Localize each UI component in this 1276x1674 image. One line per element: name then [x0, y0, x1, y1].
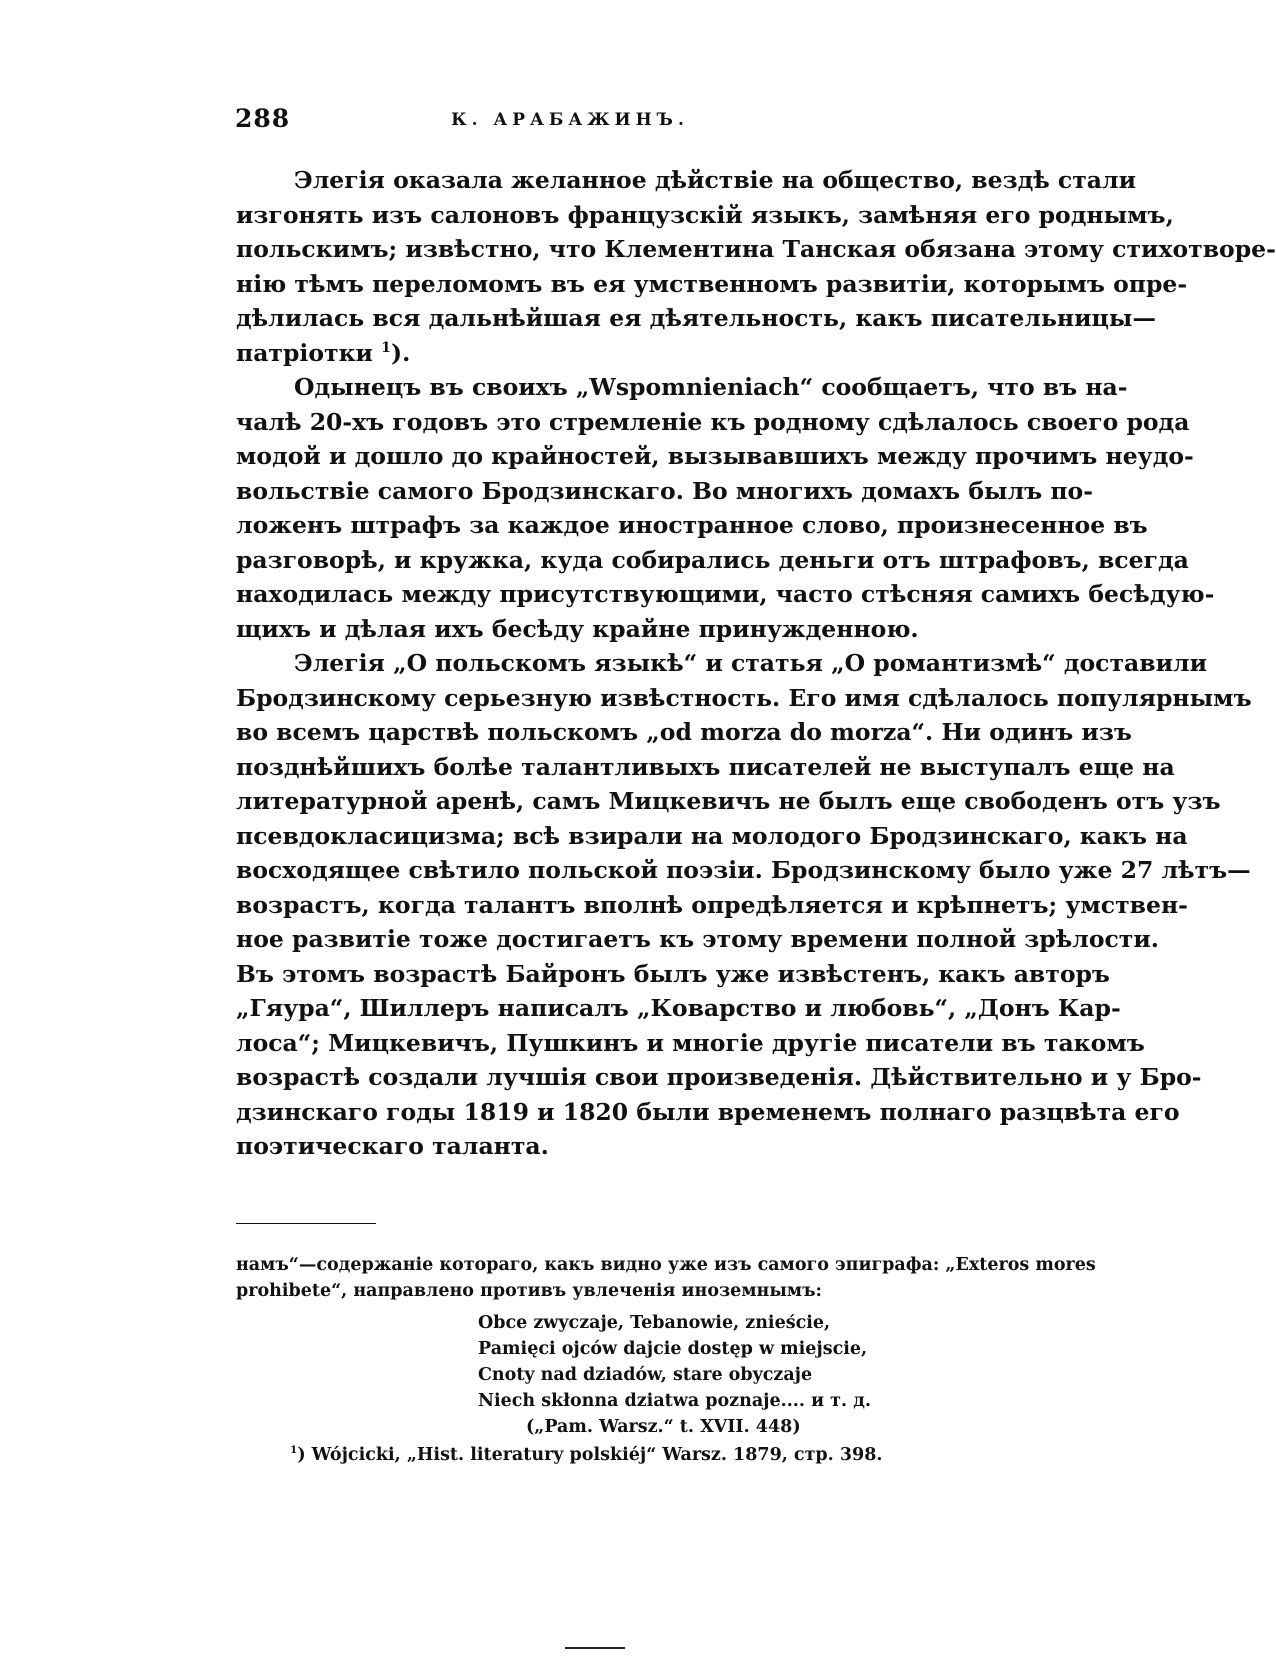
text-line: возрастъ, когда талантъ вполнѣ опредѣляется и крѣпнетъ; умствен- [236, 890, 1188, 919]
text-line: Одынецъ въ своихъ „Wspomnieniach“ сообщаетъ, что въ на- [294, 373, 1128, 401]
paragraph-2 [236, 370, 1215, 646]
text-line: щихъ и дѣлая ихъ бесѣду крайне принужденною. [236, 614, 919, 643]
running-title: К. АРАБАЖИНЪ. [451, 110, 689, 130]
page-number: 288 [235, 104, 291, 133]
text-fragment: патріотки [236, 338, 373, 367]
footnote-text: ) Wójcicki, „Hist. literatury polskiéj“ Warsz. 1879, стр. 398. [297, 1445, 883, 1465]
text-line: вольствіе самого Бродзинскаго. Во многихъ домахъ былъ по- [236, 476, 1093, 505]
text-line: во всемъ царствѣ польскомъ „od morza do morza“. Ни одинъ изъ [236, 718, 1132, 746]
text-line: Въ этомъ возрастѣ Байронъ былъ уже извѣстенъ, какъ авторъ [236, 959, 1110, 988]
text-line: возрастѣ создали лучшія свои произведенія. Дѣйствительно и у Бро- [236, 1063, 1202, 1091]
text-line: позднѣйшихъ болѣе талантливыхъ писателей не выступалъ еще на [236, 752, 1175, 781]
verse-line: Niech skłonna dziatwa poznaje.... и т. д. [478, 1391, 871, 1411]
text-line: ное развитіе тоже достигаетъ къ этому времени полной зрѣлости. [236, 925, 1159, 953]
text-line: лоса“; Мицкевичъ, Пушкинъ и многіе другіе писатели въ такомъ [236, 1028, 1145, 1057]
footnote-line: намъ“—содержаніе котораго, какъ видно уже изъ самого эпиграфа: „Exteros mores [236, 1255, 1096, 1275]
text-line: Элегія „О польскомъ языкѣ“ и статья „О романтизмѣ“ доставили [294, 649, 1208, 677]
text-line: поэтическаго таланта. [236, 1132, 549, 1160]
footnote-marker: 1 [290, 1444, 298, 1457]
text-line: дѣлилась вся дальнѣйшая ея дѣятельность, какъ писательницы— [236, 304, 1156, 332]
text-line: изгонять изъ салоновъ французскій языкъ, замѣняя его роднымъ, [236, 200, 1174, 229]
text-line: чалѣ 20-хъ годовъ это стремленіе къ родному сдѣлалось своего рода [236, 407, 1190, 436]
main-text [236, 163, 1276, 1164]
verse-line: Obce zwyczaje, Tebanowie, znieście, [478, 1313, 831, 1333]
paragraph-3 [236, 646, 1252, 1164]
text-fragment: ). [390, 338, 411, 367]
text-line: Элегія оказала желанное дѣйствіе на общество, вездѣ стали [294, 166, 1137, 194]
text-line: „Гяура“, Шиллеръ написалъ „Коварство и любовь“, „Донъ Кар- [236, 994, 1121, 1022]
verse-line: Cnoty nad dziadów, stare obyczaje [478, 1365, 813, 1385]
footnote-marker: 1 [381, 339, 391, 356]
footnote-divider [236, 1223, 376, 1224]
text-line: нію тѣмъ переломомъ въ ея умственномъ развитіи, которымъ опре- [236, 269, 1188, 298]
text-line: литературной аренѣ, самъ Мицкевичъ не былъ еще свободенъ отъ узъ [236, 787, 1221, 815]
text-line-with-footnote [236, 336, 1054, 371]
text-line: модой и дошло до крайностей, вызывавшихъ между прочимъ неудо- [236, 442, 1194, 470]
paragraph-1 [236, 163, 1276, 370]
text-line: ложенъ штрафъ за каждое иностранное слово, произнесенное въ [236, 511, 1148, 539]
text-line: находилась между присутствующими, часто стѣсняя самихъ бесѣдую- [236, 580, 1215, 608]
text-line: дзинскаго годы 1819 и 1820 были временемъ полнаго разцвѣта его [236, 1097, 1180, 1126]
verse-quote [478, 1310, 871, 1440]
footnote-1 [290, 1442, 882, 1468]
text-line: разговорѣ, и кружка, куда собирались деньги отъ штрафовъ, всегда [236, 545, 1189, 574]
text-line: Бродзинскому серьезную извѣстность. Его имя сдѣлалось популярнымъ [236, 683, 1252, 712]
verse-source: („Pam. Warsz.“ t. XVII. 448) [526, 1417, 801, 1437]
bottom-rule [565, 1647, 625, 1649]
verse-line: Pamięci ojców dajcie dostęp w miejscie, [478, 1339, 868, 1359]
footnote-continuation [236, 1252, 1096, 1304]
text-line: восходящее свѣтило польской поэзіи. Бродзинскому было уже 27 лѣтъ— [236, 856, 1251, 884]
text-line: псевдокласицизма; всѣ взирали на молодого Бродзинскаго, какъ на [236, 821, 1188, 850]
footnote-line: prohibete“, направлено противъ увлеченія иноземнымъ: [236, 1281, 822, 1301]
text-line: польскимъ; извѣстно, что Клементина Танская обязана этому стихотворе- [236, 235, 1276, 263]
